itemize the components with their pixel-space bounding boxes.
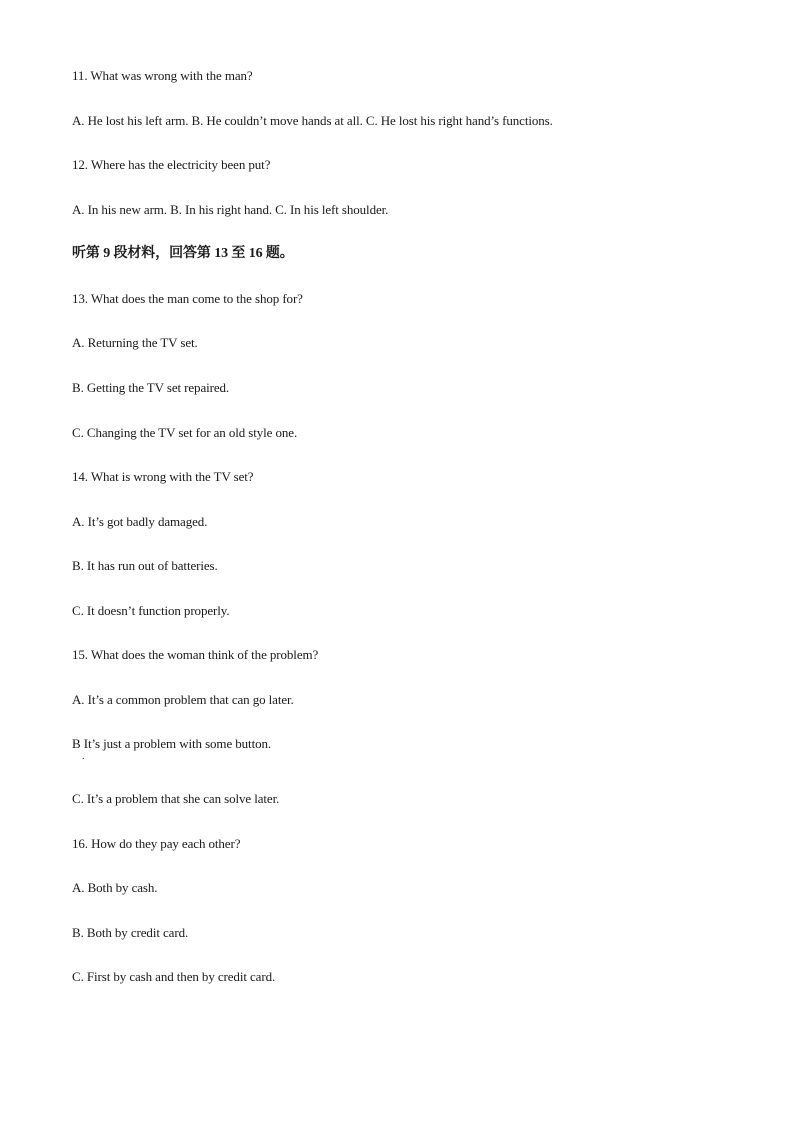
- question-15-option-c: C. It’s a problem that she can solve later.: [72, 791, 280, 806]
- section-heading-passage-9: 听第 9 段材料，回答第 13 至 16 题。: [72, 246, 294, 261]
- question-13: 13. What does the man come to the shop for?: [72, 291, 303, 306]
- question-14-option-a: A. It’s got badly damaged.: [72, 514, 208, 529]
- question-16-option-c: C. First by cash and then by credit card.: [72, 969, 276, 984]
- question-11: 11. What was wrong with the man?: [72, 68, 253, 83]
- stray-dot: .: [82, 751, 85, 762]
- question-15: 15. What does the woman think of the problem?: [72, 647, 319, 662]
- question-13-option-c: C. Changing the TV set for an old style one.: [72, 425, 298, 440]
- question-12: 12. Where has the electricity been put?: [72, 157, 271, 172]
- question-16-option-a: A. Both by cash.: [72, 880, 158, 895]
- question-14-option-c: C. It doesn’t function properly.: [72, 603, 230, 618]
- question-14-option-b: B. It has run out of batteries.: [72, 558, 218, 573]
- question-11-options: A. He lost his left arm. B. He couldn’t move hands at all. C. He lost his right hand’s functions.: [72, 113, 553, 128]
- question-16: 16. How do they pay each other?: [72, 836, 241, 851]
- question-12-options: A. In his new arm. B. In his right hand. C. In his left shoulder.: [72, 202, 389, 217]
- question-14: 14. What is wrong with the TV set?: [72, 469, 254, 484]
- question-13-option-a: A. Returning the TV set.: [72, 335, 198, 350]
- question-15-option-a: A. It’s a common problem that can go later.: [72, 692, 294, 707]
- question-13-option-b: B. Getting the TV set repaired.: [72, 380, 230, 395]
- question-15-option-b: B It’s just a problem with some button.: [72, 736, 272, 751]
- question-16-option-b: B. Both by credit card.: [72, 925, 189, 940]
